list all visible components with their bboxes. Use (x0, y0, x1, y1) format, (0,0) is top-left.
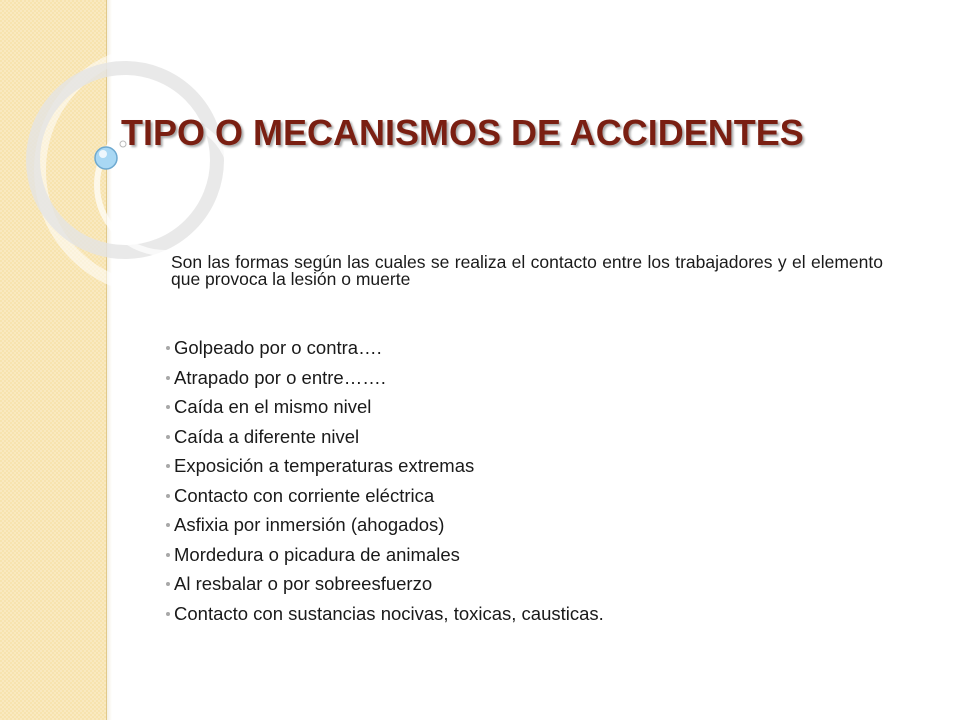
bullet-icon (166, 376, 170, 380)
list-item-label: Exposición a temperaturas extremas (174, 455, 475, 476)
bullet-icon (166, 464, 170, 468)
bullet-icon (166, 346, 170, 350)
list-item (166, 540, 604, 570)
list-item (166, 451, 604, 481)
bullet-icon (166, 494, 170, 498)
bullet-icon (166, 405, 170, 409)
list-item-label: Caída en el mismo nivel (174, 396, 372, 417)
bullet-icon (166, 523, 170, 527)
list-item-label: Mordedura o picadura de animales (174, 543, 460, 565)
list-item (166, 569, 604, 599)
list-item (166, 599, 604, 629)
mechanism-list (166, 333, 604, 628)
list-item (166, 333, 604, 363)
blue-dot-icon (95, 147, 117, 169)
bullet-icon (166, 582, 170, 586)
list-item-label: Golpeado por o contra…. (174, 337, 382, 358)
list-item-label: Al resbalar o por sobreesfuerzo (174, 573, 433, 594)
list-item (166, 481, 604, 511)
bullet-icon (166, 553, 170, 557)
list-item-label: Atrapado por o entre……. (174, 366, 386, 388)
list-item-label: Caída a diferente nivel (174, 425, 360, 447)
bullet-icon (166, 612, 170, 616)
list-item-label: Asfixia por inmersión (ahogados) (174, 514, 445, 535)
list-item (166, 392, 604, 422)
list-item-label: Contacto con corriente eléctrica (174, 484, 435, 506)
blue-dot-highlight (99, 150, 107, 158)
list-item-label: Contacto con sustancias nocivas, toxicas, causticas. (174, 602, 604, 624)
grey-ring (33, 68, 217, 252)
list-item (166, 422, 604, 452)
list-item (166, 510, 604, 540)
list-item (166, 363, 604, 393)
intro-paragraph: Son las formas según las cuales se realiza el contacto entre los trabajadores y el elemento que provoca la lesión o muerte (171, 252, 883, 289)
bullet-icon (166, 435, 170, 439)
slide-title: TIPO O MECANISMOS DE ACCIDENTES (121, 112, 804, 153)
